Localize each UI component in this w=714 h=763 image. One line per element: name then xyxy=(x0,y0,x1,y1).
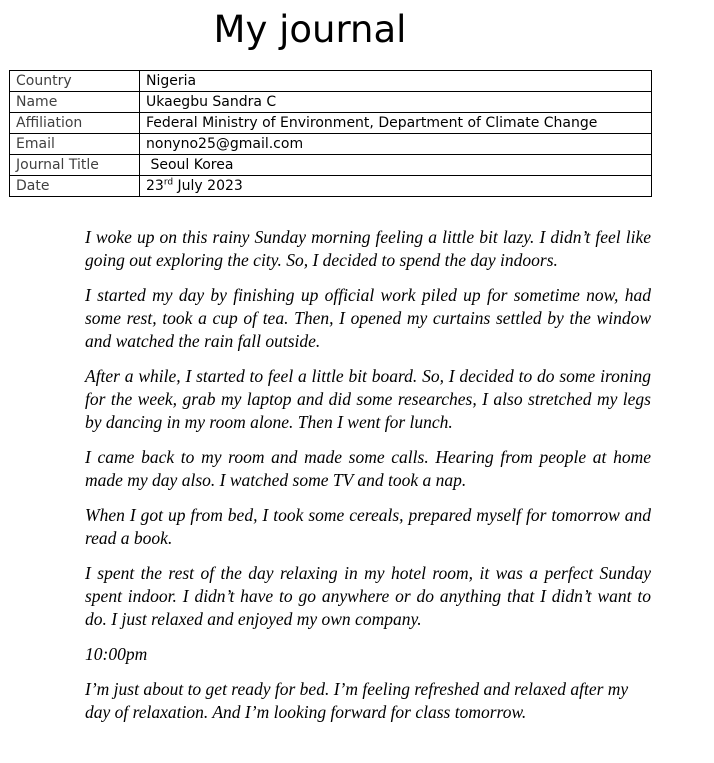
date-label: Date xyxy=(10,176,140,197)
paragraph: When I got up from bed, I took some cereals, prepared myself for tomorrow and read a book. xyxy=(85,505,651,548)
affiliation-value: Federal Ministry of Environment, Department of Climate Change xyxy=(140,113,652,134)
journal-body xyxy=(85,226,651,736)
date-suffix: rd xyxy=(163,177,174,188)
paragraph: I spent the rest of the day relaxing in my hotel room, it was a perfect Sunday spent indoor. I didn’t have to go anywhere or do anything that I didn’t want to do. I just relaxed and enjoyed my own company. xyxy=(85,563,651,629)
paragraph: After a while, I started to feel a little bit board. So, I decided to do some ironing for the week, grab my laptop and did some researches, I also stretched my legs by dancing in my room alone. Then I went for lunch. xyxy=(85,366,651,432)
journal-title-text: Seoul Korea xyxy=(146,157,234,173)
paragraph: I’m just about to get ready for bed. I’m feeling refreshed and relaxed after my day of relaxation. And I’m looking forward for class tomorrow. xyxy=(85,679,629,722)
table-row xyxy=(10,155,652,176)
affiliation-label: Affiliation xyxy=(10,113,140,134)
table-row xyxy=(10,71,652,92)
date-rest: July 2023 xyxy=(173,178,243,194)
table-row xyxy=(10,92,652,113)
journal-title-value xyxy=(140,155,652,176)
info-table xyxy=(9,70,652,197)
time-stamp: 10:00pm xyxy=(85,644,148,664)
table-row xyxy=(10,134,652,155)
journal-title-label: Journal Title xyxy=(10,155,140,176)
table-row xyxy=(10,176,652,197)
paragraph: I came back to my room and made some calls. Hearing from people at home made my day also. I watched some TV and took a nap. xyxy=(85,447,651,490)
table-row xyxy=(10,113,652,134)
name-value: Ukaegbu Sandra C xyxy=(140,92,652,113)
paragraph: I started my day by finishing up official work piled up for sometime now, had some rest, took a cup of tea. Then, I opened my curtains settled by the window and watched the rain fall outside. xyxy=(85,285,651,351)
date-value xyxy=(140,176,652,197)
country-label: Country xyxy=(10,71,140,92)
name-label: Name xyxy=(10,92,140,113)
email-label: Email xyxy=(10,134,140,155)
country-value: Nigeria xyxy=(140,71,652,92)
page-title: My journal xyxy=(213,8,407,51)
paragraph: I woke up on this rainy Sunday morning feeling a little bit lazy. I didn’t feel like going out exploring the city. So, I decided to spend the day indoors. xyxy=(85,227,651,270)
date-day: 23 xyxy=(146,178,164,194)
email-value: nonyno25@gmail.com xyxy=(140,134,652,155)
